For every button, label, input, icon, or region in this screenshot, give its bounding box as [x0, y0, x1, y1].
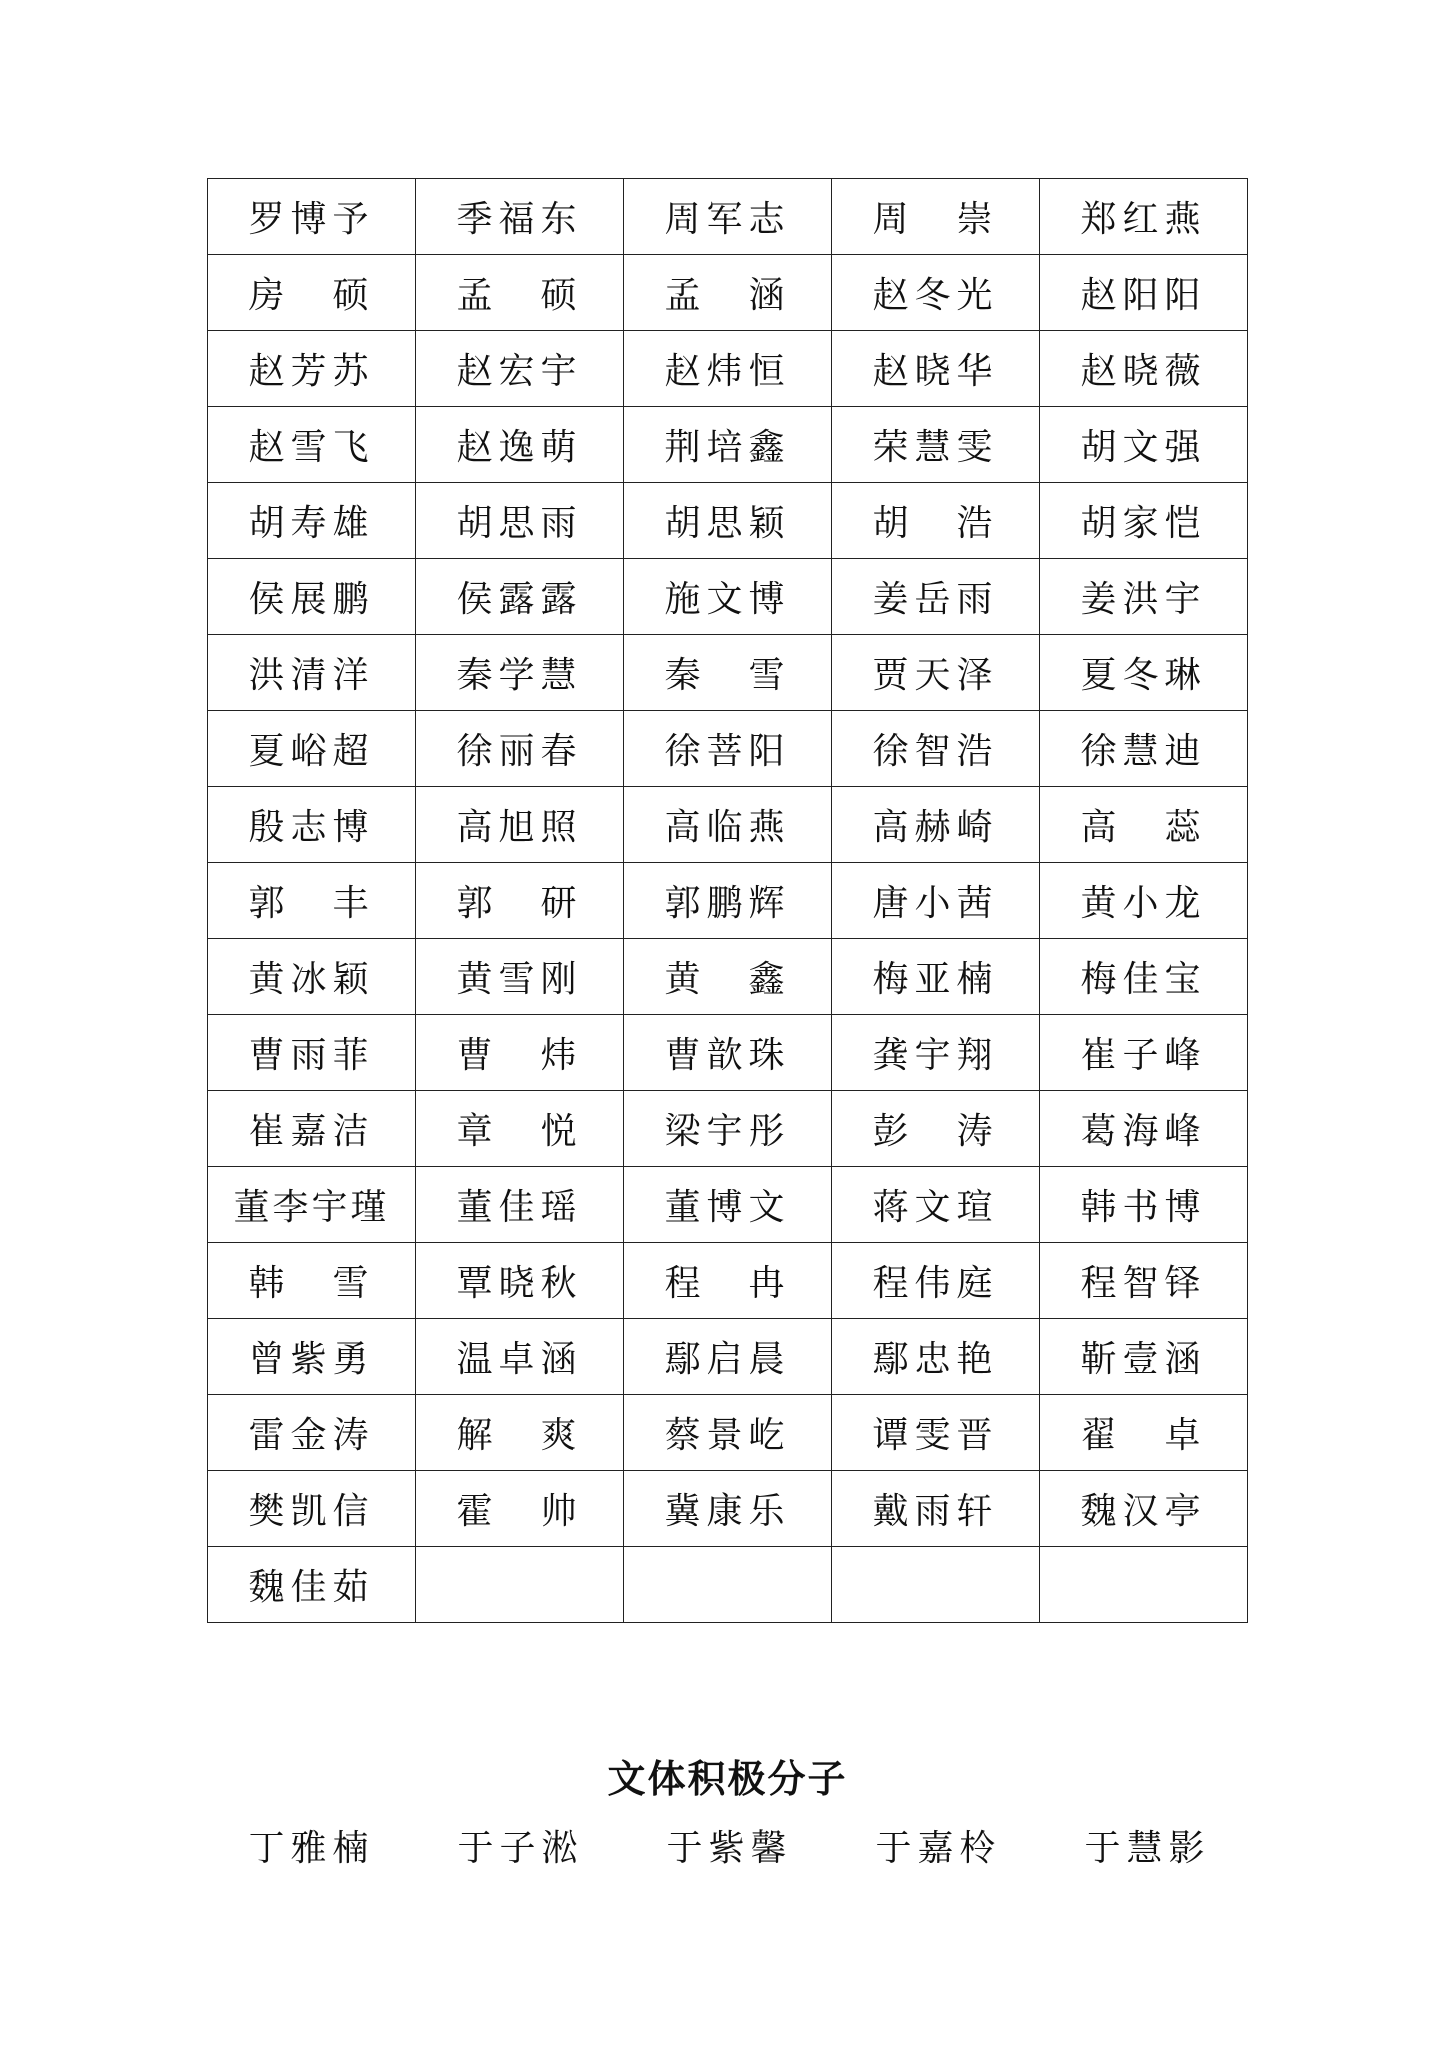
name-cell: 温卓涵	[416, 1319, 624, 1395]
table-row	[208, 331, 1248, 407]
name-cell: 鄢启晨	[624, 1319, 832, 1395]
name-cell: 胡思雨	[416, 483, 624, 559]
name-cell: 戴雨轩	[832, 1471, 1040, 1547]
name-cell: 贾天泽	[832, 635, 1040, 711]
table-row	[208, 863, 1248, 939]
name-cell: 韩 雪	[208, 1243, 416, 1319]
names-table-body	[208, 179, 1248, 1623]
name-cell: 荣慧雯	[832, 407, 1040, 483]
name-cell: 姜洪宇	[1040, 559, 1248, 635]
table-row	[208, 559, 1248, 635]
name-cell: 葛海峰	[1040, 1091, 1248, 1167]
activist-name: 丁雅楠	[248, 1828, 375, 1869]
name-cell: 赵炜恒	[624, 331, 832, 407]
name-cell: 郑红燕	[1040, 179, 1248, 255]
name-cell: 胡寿雄	[208, 483, 416, 559]
name-cell	[1040, 1547, 1248, 1623]
name-cell: 谭雯晋	[832, 1395, 1040, 1471]
name-cell: 夏冬琳	[1040, 635, 1248, 711]
name-cell: 覃晓秋	[416, 1243, 624, 1319]
table-row	[208, 1395, 1248, 1471]
table-row	[208, 1471, 1248, 1547]
name-cell: 周 崇	[832, 179, 1040, 255]
name-cell: 赵宏宇	[416, 331, 624, 407]
table-row	[208, 255, 1248, 331]
name-cell: 黄小龙	[1040, 863, 1248, 939]
name-cell: 解 爽	[416, 1395, 624, 1471]
name-cell: 秦学慧	[416, 635, 624, 711]
name-cell: 赵晓薇	[1040, 331, 1248, 407]
name-cell: 曹雨菲	[208, 1015, 416, 1091]
activist-name: 于嘉柃	[875, 1828, 1002, 1869]
name-cell: 霍 帅	[416, 1471, 624, 1547]
name-cell: 崔嘉洁	[208, 1091, 416, 1167]
name-cell: 胡家恺	[1040, 483, 1248, 559]
name-cell: 曾紫勇	[208, 1319, 416, 1395]
table-row	[208, 939, 1248, 1015]
name-cell: 赵逸萌	[416, 407, 624, 483]
name-cell: 荆培鑫	[624, 407, 832, 483]
name-cell: 施文博	[624, 559, 832, 635]
name-cell: 侯展鹏	[208, 559, 416, 635]
name-cell: 蔡景屹	[624, 1395, 832, 1471]
name-cell: 黄 鑫	[624, 939, 832, 1015]
name-cell: 雷金涛	[208, 1395, 416, 1471]
table-row	[208, 1091, 1248, 1167]
name-cell: 程伟庭	[832, 1243, 1040, 1319]
name-cell: 唐小茜	[832, 863, 1040, 939]
name-cell: 夏峪超	[208, 711, 416, 787]
name-cell: 秦 雪	[624, 635, 832, 711]
name-cell: 郭鹏辉	[624, 863, 832, 939]
name-cell: 鄢忠艳	[832, 1319, 1040, 1395]
name-cell: 蒋文瑄	[832, 1167, 1040, 1243]
name-cell: 郭 丰	[208, 863, 416, 939]
name-cell	[624, 1547, 832, 1623]
name-cell: 胡 浩	[832, 483, 1040, 559]
name-cell: 程 冉	[624, 1243, 832, 1319]
name-cell: 冀康乐	[624, 1471, 832, 1547]
name-cell: 程智铎	[1040, 1243, 1248, 1319]
name-cell: 孟 涵	[624, 255, 832, 331]
name-cell: 徐智浩	[832, 711, 1040, 787]
name-cell: 房 硕	[208, 255, 416, 331]
activist-name-row	[207, 1820, 1252, 1871]
name-cell: 洪清洋	[208, 635, 416, 711]
name-cell: 殷志博	[208, 787, 416, 863]
activist-name: 于慧影	[1084, 1828, 1211, 1869]
activist-name: 于紫馨	[666, 1828, 793, 1869]
name-cell: 胡思颖	[624, 483, 832, 559]
name-cell: 姜岳雨	[832, 559, 1040, 635]
name-cell: 高临燕	[624, 787, 832, 863]
name-cell: 高旭照	[416, 787, 624, 863]
table-row	[208, 1243, 1248, 1319]
name-cell: 赵阳阳	[1040, 255, 1248, 331]
name-cell: 徐菩阳	[624, 711, 832, 787]
name-cell: 高 蕊	[1040, 787, 1248, 863]
table-row	[208, 1319, 1248, 1395]
name-cell: 徐丽春	[416, 711, 624, 787]
table-row	[208, 1015, 1248, 1091]
name-cell: 董博文	[624, 1167, 832, 1243]
table-row	[208, 635, 1248, 711]
name-cell: 董李宇瑾	[208, 1167, 416, 1243]
name-cell	[416, 1547, 624, 1623]
name-cell: 龚宇翔	[832, 1015, 1040, 1091]
name-cell: 侯露露	[416, 559, 624, 635]
name-cell: 韩书博	[1040, 1167, 1248, 1243]
name-cell: 黄雪刚	[416, 939, 624, 1015]
name-cell: 梅佳宝	[1040, 939, 1248, 1015]
name-cell: 周军志	[624, 179, 832, 255]
name-cell: 彭 涛	[832, 1091, 1040, 1167]
name-cell: 赵芳苏	[208, 331, 416, 407]
name-cell: 胡文强	[1040, 407, 1248, 483]
name-cell: 罗博予	[208, 179, 416, 255]
name-cell: 季福东	[416, 179, 624, 255]
name-cell: 靳壹涵	[1040, 1319, 1248, 1395]
table-row	[208, 483, 1248, 559]
name-cell: 赵冬光	[832, 255, 1040, 331]
name-cell: 赵雪飞	[208, 407, 416, 483]
name-cell: 黄冰颖	[208, 939, 416, 1015]
table-row	[208, 1167, 1248, 1243]
name-cell: 赵晓华	[832, 331, 1040, 407]
names-table	[207, 178, 1248, 1623]
name-cell: 梁宇彤	[624, 1091, 832, 1167]
activist-name: 于子淞	[457, 1828, 584, 1869]
name-cell: 高赫崎	[832, 787, 1040, 863]
name-cell: 樊凯信	[208, 1471, 416, 1547]
name-cell: 曹 炜	[416, 1015, 624, 1091]
section-title: 文体积极分子	[607, 1757, 848, 1801]
table-row	[208, 787, 1248, 863]
name-cell	[832, 1547, 1040, 1623]
name-cell: 翟 卓	[1040, 1395, 1248, 1471]
table-row	[208, 1547, 1248, 1623]
name-cell: 魏佳茹	[208, 1547, 416, 1623]
table-row	[208, 407, 1248, 483]
table-row	[208, 711, 1248, 787]
table-row	[208, 179, 1248, 255]
name-cell: 曹歆珠	[624, 1015, 832, 1091]
name-cell: 梅亚楠	[832, 939, 1040, 1015]
name-cell: 孟 硕	[416, 255, 624, 331]
name-cell: 魏汉亭	[1040, 1471, 1248, 1547]
name-cell: 董佳瑶	[416, 1167, 624, 1243]
name-cell: 章 悦	[416, 1091, 624, 1167]
name-cell: 崔子峰	[1040, 1015, 1248, 1091]
name-cell: 郭 研	[416, 863, 624, 939]
name-cell: 徐慧迪	[1040, 711, 1248, 787]
